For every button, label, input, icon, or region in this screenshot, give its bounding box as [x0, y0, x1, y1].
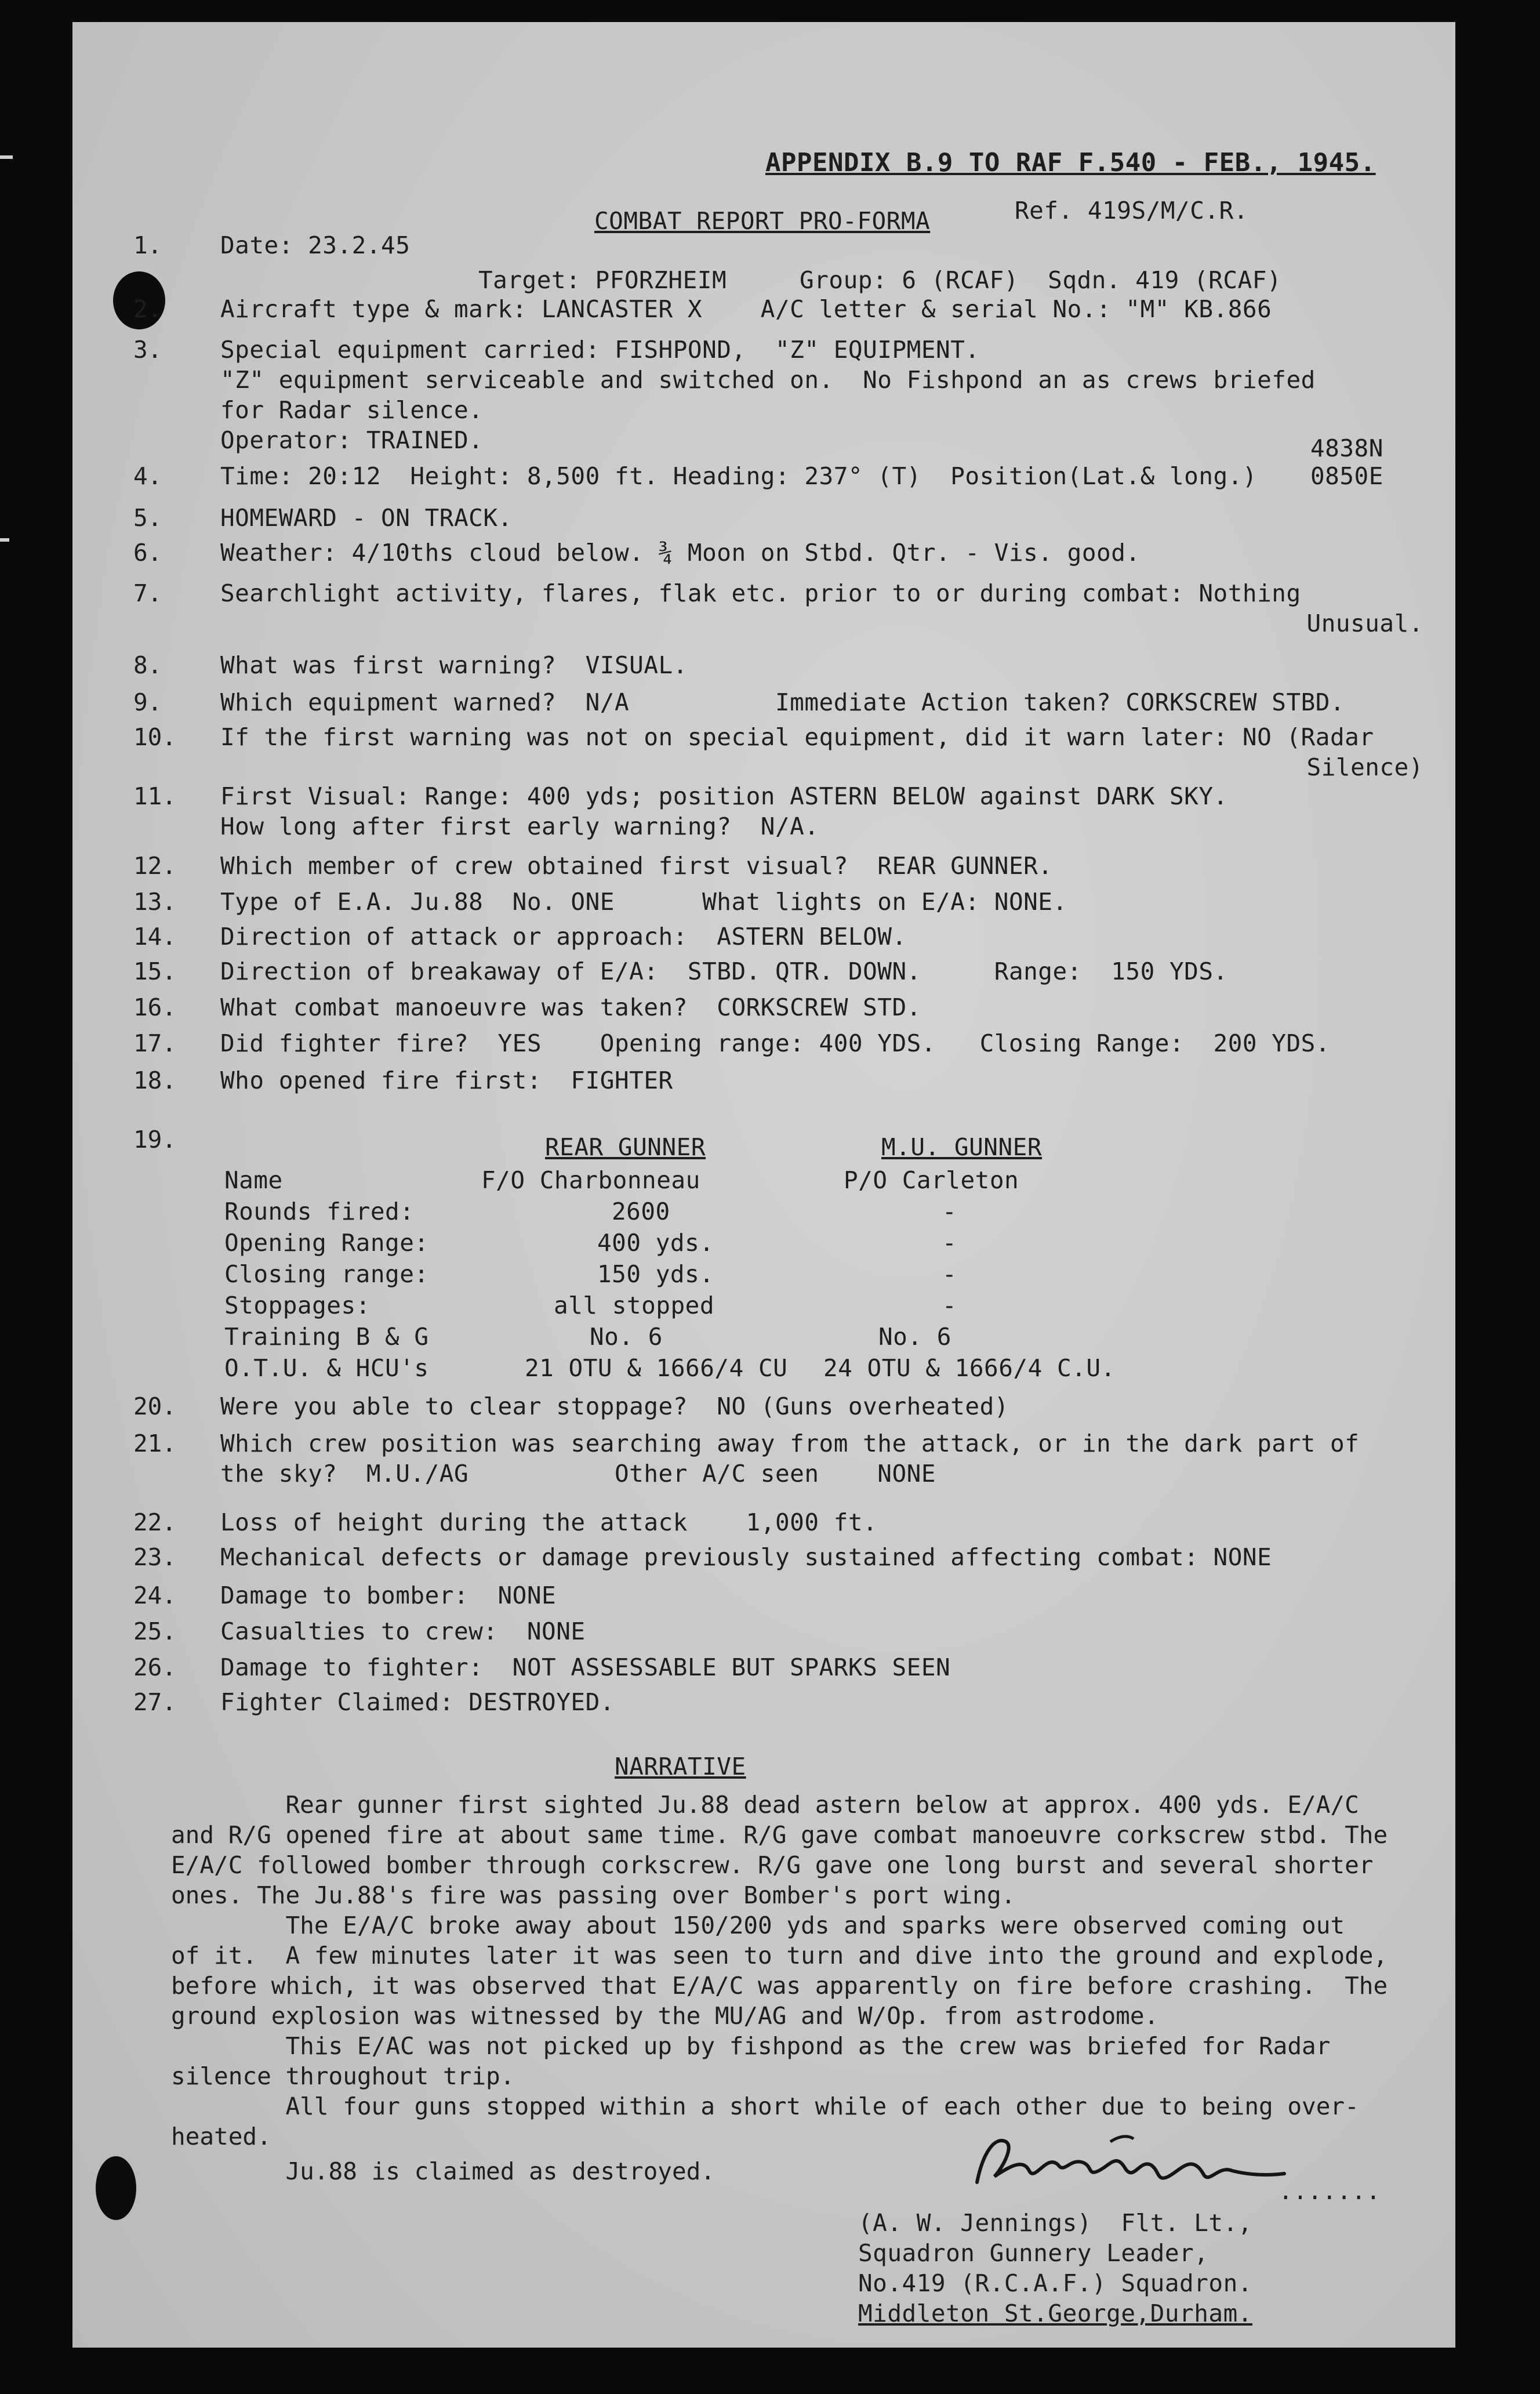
items-item-line: Which member of crew obtained first visual? REAR GUNNER.: [220, 852, 1053, 880]
items2-item-number: 22.: [133, 1508, 177, 1536]
mu-gunner-value: No. 6: [878, 1323, 951, 1351]
items-item-line: for Radar silence.: [220, 396, 484, 424]
narrative-line: Rear gunner first sighted Ju.88 dead astern below at approx. 400 yds. E/A/C: [171, 1791, 1359, 1819]
items2-item-number: 24.: [133, 1582, 177, 1609]
rear-gunner-header: REAR GUNNER: [545, 1133, 706, 1161]
items2-item-line: Fighter Claimed: DESTROYED.: [220, 1688, 615, 1716]
items2-item-number: 21.: [133, 1430, 177, 1457]
gunner-row-label: O.T.U. & HCU's: [224, 1354, 429, 1382]
items2-item-line: Were you able to clear stoppage? NO (Guns overheated): [220, 1392, 1009, 1420]
narrative-line: This E/AC was not picked up by fishpond as the crew was briefed for Radar: [171, 2032, 1331, 2060]
narrative-title: NARRATIVE: [615, 1753, 746, 1780]
items-item-line: Type of E.A. Ju.88 No. ONE What lights on E/A: NONE.: [220, 888, 1067, 916]
rear-gunner-value: 21 OTU & 1666/4 CU: [525, 1354, 788, 1382]
items-item-line: What combat manoeuvre was taken? CORKSCREW STD.: [220, 993, 921, 1021]
gunner-row-label: Stoppages:: [224, 1292, 371, 1319]
item-19-number: 19.: [133, 1126, 177, 1154]
items-item-number: 13.: [133, 888, 177, 916]
items2-item-line: the sky? M.U./AG Other A/C seen NONE: [220, 1460, 936, 1488]
gunner-row-label: Name: [224, 1166, 283, 1194]
rear-gunner-value: 2600: [612, 1198, 670, 1225]
rear-gunner-value: 400 yds.: [597, 1229, 714, 1257]
items-item-number: 8.: [133, 651, 162, 679]
items-item-number: 18.: [133, 1067, 177, 1094]
items2-item-number: 23.: [133, 1543, 177, 1571]
narrative-line: silence throughout trip.: [171, 2062, 515, 2090]
items-item-line: Searchlight activity, flares, flak etc. prior to or during combat: Nothing: [220, 579, 1301, 607]
items-item-number: 6.: [133, 539, 162, 567]
items-item-line: What was first warning? VISUAL.: [220, 651, 688, 679]
items-item-line: Direction of attack or approach: ASTERN BELOW.: [220, 923, 907, 951]
items-item-number: 2.: [133, 295, 162, 323]
position-latitude: 4838N: [1310, 434, 1383, 462]
items-item-line: HOMEWARD - ON TRACK.: [220, 504, 513, 532]
items-item-line: Special equipment carried: FISHPOND, "Z" EQUIPMENT.: [220, 336, 980, 364]
items2-item-number: 20.: [133, 1392, 177, 1420]
items2-item-number: 27.: [133, 1688, 177, 1716]
combat-report-page: [72, 22, 1455, 2348]
items-item-number: 1.: [133, 231, 162, 259]
items-item-number: 17.: [133, 1029, 177, 1057]
items2-item-number: 25.: [133, 1617, 177, 1645]
gunner-row-label: Training B & G: [224, 1323, 429, 1351]
gunner-row-label: Closing range:: [224, 1260, 429, 1288]
signatory-unit: No.419 (R.C.A.F.) Squadron.: [858, 2269, 1252, 2297]
items2-item-line: Which crew position was searching away from the attack, or in the dark part of: [220, 1430, 1360, 1457]
narrative-line: The E/A/C broke away about 150/200 yds and sparks were observed coming out: [171, 1911, 1345, 1939]
items-item-line: Weather: 4/10ths cloud below. ¾ Moon on Stbd. Qtr. - Vis. good.: [220, 539, 1141, 567]
mu-gunner-value: -: [942, 1198, 957, 1225]
items2-item-line: Casualties to crew: NONE: [220, 1617, 586, 1645]
items-item-number: 5.: [133, 504, 162, 532]
gunner-row-label: Opening Range:: [224, 1229, 429, 1257]
narrative-line: E/A/C followed bomber through corkscrew. R/G gave one long burst and several shorter: [171, 1851, 1374, 1879]
items-item-number: 10.: [133, 723, 177, 751]
items2-item-line: Damage to fighter: NOT ASSESSABLE BUT SPARKS SEEN: [220, 1653, 951, 1681]
items-item-line: Which equipment warned? N/A Immediate Action taken? CORKSCREW STBD.: [220, 688, 1345, 716]
items-item-number: 14.: [133, 923, 177, 951]
mu-gunner-value: P/O Carleton: [844, 1166, 1019, 1194]
narrative-line: and R/G opened fire at about same time. R/G gave combat manoeuvre corkscrew stbd. The: [171, 1821, 1388, 1849]
items2-item-line: Loss of height during the attack 1,000 ft.: [220, 1508, 878, 1536]
reference-number: Ref. 419S/M/C.R.: [1015, 197, 1248, 224]
rear-gunner-value: F/O Charbonneau: [481, 1166, 700, 1194]
narrative-line: Ju.88 is claimed as destroyed.: [171, 2157, 715, 2185]
items-item-line: Unusual.: [1306, 610, 1423, 637]
items-item-line: Did fighter fire? YES Opening range: 400 YDS. Closing Range: 200 YDS.: [220, 1029, 1330, 1057]
items-item-line: Aircraft type & mark: LANCASTER X A/C letter & serial No.: "M" KB.866: [220, 295, 1272, 323]
report-title: COMBAT REPORT PRO-FORMA: [594, 207, 931, 235]
items-item-line: First Visual: Range: 400 yds; position ASTERN BELOW against DARK SKY.: [220, 782, 1228, 810]
items-item-line: Silence): [1306, 753, 1423, 781]
items-item-line: How long after first early warning? N/A.: [220, 812, 819, 840]
items-item-line: Direction of breakaway of E/A: STBD. QTR. DOWN. Range: 150 YDS.: [220, 957, 1228, 985]
rear-gunner-value: 150 yds.: [597, 1260, 714, 1288]
items-item-line: Who opened fire first: FIGHTER: [220, 1067, 673, 1094]
signatory-name: (A. W. Jennings) Flt. Lt.,: [858, 2209, 1252, 2237]
rear-gunner-value: all stopped: [554, 1292, 715, 1319]
signatory-place: Middleton St.George,Durham.: [858, 2299, 1252, 2327]
items-item-line: If the first warning was not on special equipment, did it warn later: NO (Radar: [220, 723, 1374, 751]
items-item-number: 16.: [133, 993, 177, 1021]
items-item-number: 11.: [133, 782, 177, 810]
narrative-line: of it. A few minutes later it was seen to turn and dive into the ground and explode,: [171, 1942, 1388, 1969]
items-item-number: 4.: [133, 462, 162, 490]
mu-gunner-value: -: [942, 1229, 957, 1257]
items-item-number: 9.: [133, 688, 162, 716]
narrative-line: before which, it was observed that E/A/C was apparently on fire before crashing. The: [171, 1972, 1388, 2000]
items-item-number: 3.: [133, 336, 162, 364]
items2-item-line: Mechanical defects or damage previously sustained affecting combat: NONE: [220, 1543, 1272, 1571]
items-item-line: Time: 20:12 Height: 8,500 ft. Heading: 237° (T) Position(Lat.& long.): [220, 462, 1258, 490]
gunner-row-label: Rounds fired:: [224, 1198, 415, 1225]
items-item-line: Target: PFORZHEIM Group: 6 (RCAF) Sqdn. 419 (RCAF): [478, 266, 1282, 294]
items-item-line: "Z" equipment serviceable and switched on. No Fishpond an as crews briefed: [220, 366, 1316, 394]
appendix-header: APPENDIX B.9 TO RAF F.540 - FEB., 1945.: [765, 148, 1376, 177]
mu-gunner-value: -: [942, 1260, 957, 1288]
mu-gunner-header: M.U. GUNNER: [881, 1133, 1043, 1161]
narrative-line: heated.: [171, 2123, 271, 2150]
rear-gunner-value: No. 6: [590, 1323, 663, 1351]
position-longitude: 0850E: [1310, 462, 1383, 490]
items-item-number: 12.: [133, 852, 177, 880]
punch-hole-bottom: [96, 2156, 136, 2220]
mu-gunner-value: 24 OTU & 1666/4 C.U.: [823, 1354, 1116, 1382]
items-item-number: 15.: [133, 957, 177, 985]
items-item-line: Date: 23.2.45: [220, 231, 411, 259]
items-item-line: Operator: TRAINED.: [220, 426, 484, 454]
items2-item-number: 26.: [133, 1653, 177, 1681]
narrative-line: ones. The Ju.88's fire was passing over Bomber's port wing.: [171, 1881, 1016, 1909]
mu-gunner-value: -: [942, 1292, 957, 1319]
signatory-dots: .......: [1279, 2177, 1381, 2205]
items-item-number: 7.: [133, 579, 162, 607]
items2-item-line: Damage to bomber: NONE: [220, 1582, 557, 1609]
signatory-role: Squadron Gunnery Leader,: [858, 2239, 1209, 2267]
narrative-line: ground explosion was witnessed by the MU/AG and W/Op. from astrodome.: [171, 2002, 1159, 2030]
narrative-line: All four guns stopped within a short while of each other due to being over-: [171, 2092, 1359, 2120]
